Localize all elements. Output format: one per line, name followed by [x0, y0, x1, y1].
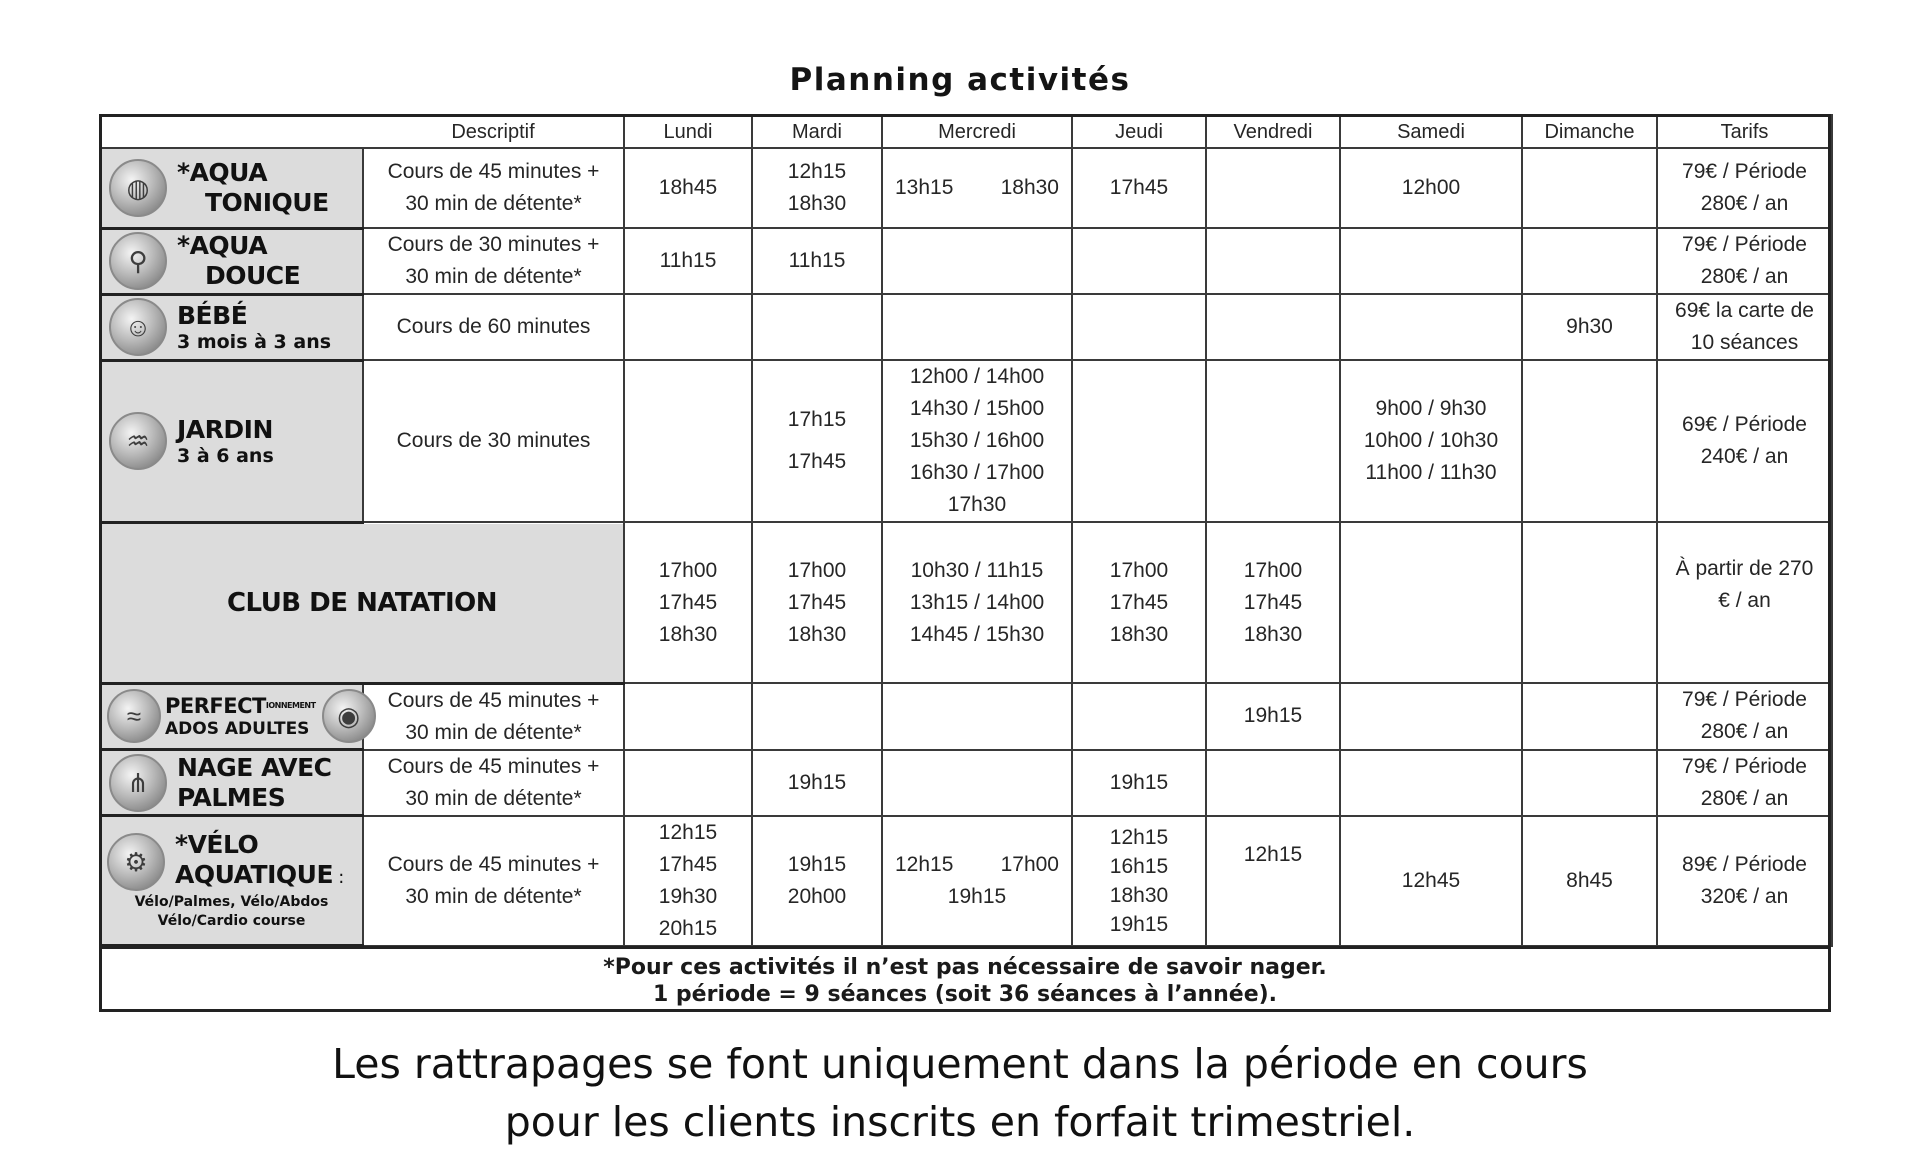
time-cell-lundi: 18h45	[624, 148, 752, 228]
description-line: Cours de 45 minutes +	[387, 688, 600, 712]
tarif-line: 79€ / Période	[1682, 233, 1807, 256]
tarif-line: 89€ / Période	[1682, 852, 1807, 876]
activity-name-line1: JARDIN	[177, 415, 273, 444]
time-slot: 18h30	[787, 622, 847, 646]
time-slot: 18h30	[787, 192, 847, 215]
tarif-line: 240€ / an	[1700, 445, 1789, 468]
time-slot: 17h45	[1109, 590, 1169, 614]
time-cell-vendredi: 19h15	[1206, 683, 1340, 750]
time-slot: 17h15	[787, 408, 847, 431]
header-mardi: Mardi	[752, 115, 882, 148]
time-slot: 19h30	[658, 884, 718, 908]
description-line: 30 min de détente*	[405, 265, 582, 288]
tarif-line: 280€ / an	[1700, 265, 1789, 288]
description-line: Cours de 45 minutes +	[387, 852, 600, 876]
time-slot: 15h30 / 16h00	[909, 429, 1045, 452]
tarif-line: 79€ / Période	[1682, 754, 1807, 778]
time-cell-jeudi: 17h45	[1072, 148, 1206, 228]
activity-name-line1: *VÉLO	[175, 830, 259, 859]
table-frame	[99, 114, 1831, 1012]
time-slot: 17h45	[1243, 590, 1303, 614]
footnote	[99, 948, 1831, 1010]
tarif-line: 280€ / an	[1700, 786, 1789, 810]
time-slot: 19h15	[787, 852, 847, 876]
tarif-line: 280€ / an	[1700, 192, 1789, 215]
time-slot: 20h15	[658, 916, 718, 940]
fins-icon: ⋔	[109, 754, 167, 812]
activity-name-line2: 3 à 6 ans	[177, 445, 274, 467]
time-slot: 12h00 / 14h00	[909, 365, 1045, 388]
time-slot: 11h00 / 11h30	[1365, 461, 1497, 484]
time-slot: 19h15	[1109, 912, 1169, 936]
time-cell-samedi: 12h00	[1340, 148, 1522, 228]
activity-sub-line: Vélo/Palmes, Vélo/Abdos	[134, 894, 329, 910]
header-tarifs: Tarifs	[1657, 115, 1832, 148]
time-slot: 16h30 / 17h00	[909, 461, 1045, 484]
time-slot: 17h00	[1243, 558, 1303, 582]
activity-name-line2: DOUCE	[205, 261, 301, 290]
tarif-line: € / an	[1718, 589, 1771, 612]
time-slot: 17h00	[1109, 558, 1169, 582]
time-slot: 12h15	[1109, 825, 1169, 849]
time-slot: 17h45	[787, 450, 847, 473]
time-cell-vendredi: 12h15	[1206, 816, 1340, 946]
description-cell: Cours de 30 minutes	[363, 360, 624, 522]
tarif-line: À partir de 270	[1675, 557, 1814, 580]
tarif-line: 69€ la carte de	[1675, 299, 1814, 322]
time-slot: 18h30	[1243, 622, 1303, 646]
tarif-line: 280€ / an	[1700, 720, 1789, 744]
tarif-line: 320€ / an	[1700, 884, 1789, 908]
header-samedi: Samedi	[1340, 115, 1522, 148]
activity-name-line1: NAGE AVEC	[177, 752, 332, 782]
time-slot: 17h00	[658, 558, 718, 582]
time-slot: 18h30	[1109, 622, 1169, 646]
time-cell-mardi: 19h15	[752, 750, 882, 816]
header-lundi: Lundi	[624, 115, 752, 148]
description-line: 30 min de détente*	[405, 786, 582, 810]
page-title: Planning activités	[789, 62, 1131, 98]
time-cell-samedi: 12h45	[1340, 816, 1522, 946]
tarif-line: 79€ / Période	[1682, 160, 1807, 183]
activity-name-main: PERFECT	[165, 694, 266, 719]
time-slot: 20h00	[787, 884, 847, 908]
header-mercredi: Mercredi	[882, 115, 1072, 148]
activity-name: CLUB DE NATATION	[226, 587, 498, 618]
activity-name-main: AQUATIQUE	[175, 860, 334, 889]
time-slot: 12h15	[895, 852, 954, 876]
time-slot: 19h15	[947, 884, 1007, 908]
time-slot: 17h00	[1000, 852, 1059, 876]
bottom-notice-line: Les rattrapages se font uniquement dans la période en cours	[332, 1040, 1588, 1088]
description-line: Cours de 45 minutes +	[387, 160, 600, 183]
time-slot: 13h15	[895, 176, 954, 199]
swimmer-goggles-icon: ◉	[322, 689, 376, 743]
time-slot: 14h30 / 15h00	[909, 397, 1045, 420]
activity-sub-line: Vélo/Cardio course	[157, 913, 306, 929]
header-descriptif: Descriptif	[363, 115, 624, 148]
description-line: 30 min de détente*	[405, 720, 582, 744]
time-slot: 12h15	[658, 820, 718, 844]
time-slot: 16h15	[1109, 854, 1169, 878]
swimmer-icon: ⚲	[109, 232, 167, 290]
activity-name-line2: 3 mois à 3 ans	[177, 331, 332, 353]
swimmers-group-icon: ◍	[109, 159, 167, 217]
time-slot: 10h30 / 11h15	[910, 558, 1044, 582]
activity-name-superscript: IONNEMENT	[265, 701, 316, 711]
time-cell-jeudi: 19h15	[1072, 750, 1206, 816]
time-slot: 17h45	[658, 590, 718, 614]
activity-name-line2: TONIQUE	[205, 187, 329, 217]
time-slot: 12h15	[787, 160, 847, 183]
activity-name-line1: BÉBÉ	[177, 301, 248, 330]
activity-name-line2: PALMES	[177, 782, 286, 812]
time-cell-dimanche: 9h30	[1522, 294, 1657, 360]
time-slot: 17h45	[658, 852, 718, 876]
header-vendredi: Vendredi	[1206, 115, 1340, 148]
bottom-notice-line: pour les clients inscrits en forfait trimestriel.	[504, 1098, 1416, 1146]
time-slot: 18h30	[1000, 176, 1059, 199]
time-cell-mardi: 11h15	[752, 228, 882, 294]
time-slot: 14h45 / 15h30	[909, 622, 1045, 646]
time-cell-dimanche: 8h45	[1522, 816, 1657, 946]
header-dimanche: Dimanche	[1522, 115, 1657, 148]
footnote-line: 1 période = 9 séances (soit 36 séances à l’année).	[652, 982, 1278, 1007]
time-slot: 17h45	[787, 590, 847, 614]
time-slot: 17h00	[787, 558, 847, 582]
time-slot: 18h30	[658, 622, 718, 646]
description-cell: Cours de 60 minutes	[363, 294, 624, 360]
bottom-notice	[0, 1035, 1920, 1151]
header-jeudi: Jeudi	[1072, 115, 1206, 148]
baby-face-icon: ☺	[109, 298, 167, 356]
tarif-line: 79€ / Période	[1682, 688, 1807, 712]
tarif-line: 69€ / Période	[1682, 413, 1807, 436]
footnote-line: *Pour ces activités il n’est pas nécessaire de savoir nager.	[603, 955, 1327, 980]
activity-name-suffix: :	[333, 867, 344, 888]
time-slot: 9h00 / 9h30	[1375, 397, 1487, 420]
activity-name-line1: *AQUA	[177, 157, 268, 187]
description-line: Cours de 45 minutes +	[387, 754, 600, 778]
time-slot: 13h15 / 14h00	[909, 590, 1045, 614]
aqua-bike-icon: ⚙	[107, 833, 165, 891]
description-line: 30 min de détente*	[405, 192, 582, 215]
activity-name-line1: *AQUA	[177, 231, 268, 260]
activity-name-line2: ADOS ADULTES	[165, 719, 310, 740]
description-line: 30 min de détente*	[405, 884, 582, 908]
tarif-line: 10 séances	[1690, 331, 1799, 354]
swimmer-icon: ≈	[107, 689, 161, 743]
description-line: Cours de 30 minutes +	[387, 233, 600, 256]
time-slot: 10h00 / 10h30	[1363, 429, 1499, 452]
time-cell-lundi: 11h15	[624, 228, 752, 294]
child-swimmer-icon: ♒	[109, 412, 167, 470]
time-slot: 18h30	[1109, 883, 1169, 907]
time-slot: 17h30	[947, 493, 1007, 516]
